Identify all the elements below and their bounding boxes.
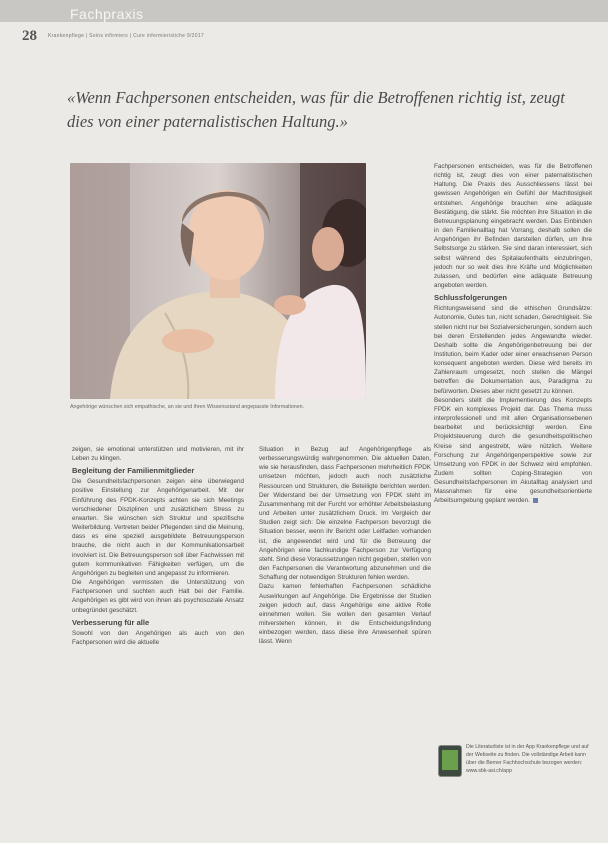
app-info-text: Die Literaturliste ist in der App Krankenpflege und auf der Webseite zu finden. Die vollständige Arbeit kann über die Berner Fachhochschule bezogen werden: www.sbk-asi.ch/app — [466, 744, 589, 774]
paragraph: Richtungsweisend sind die ethischen Grundsätze: Autonomie, Gutes tun, nicht schaden, Gerechtigkeit. Sie stellen nicht nur bei Sozialversicherungen, sondern auch bei deren Erstellenden jedes Angewandte wieder. Deshalb sollte die Angehörigenbetreuung bei der Institution, beim Kader oder einer erwachsenen Person konsequent angeboten werden. Diese wird bereits im Zahlenraum umgesetzt, noch stellen die Mängel betreffen die Dokumentation aus, Paradigma zu befürworten. Dieses aber nicht gesetzt zu können. — [434, 305, 592, 395]
subheading: Verbesserung für alle — [72, 617, 150, 627]
photo-caption: Angehörige wünschen sich empathische, an sie und ihren Wissensstand angepasste Informationen. — [70, 404, 305, 410]
paragraph: Situation in Bezug auf Angehörigenpflege als verbesserungswürdig wahrgenommen. Die aktuellen Daten, wie sie herausfinden, dass Fachpersonen mehrheitlich FPDK umsetzen möchten, jedoch auch noch zusätzliche Ressourcen und Strukturen, die Beteiligte berichten werden. Der Widerstand bei der Umsetzung von FPDK steht im Zusammenhang mit der Furcht vor erhöhter Arbeitsbelastung und Arbeiten unter zusätzlichem Druck. Im Vergleich der Studien zeigt sich: Die einzelne Fachperson bevorzugt die Situation besser, wenn ihr Bericht oder Leitfaden vorhanden ist, die angewendet wird und für die Betreuung der Angehörigen eine fachkundige Fachperson zur Verfügung steht. Sind diese Voraussetzungen nicht gegeben, stellen von den Fachpersonen die Verantwortung abzunehmen und die Schaffung der notwendigen Strukturen fehlen werden. — [259, 446, 431, 582]
paragraph: zeigen, sie emotional unterstützen und motivieren, mit ihr Leben zu klingen. — [72, 446, 244, 463]
paragraph: Dazu kamen fehlerhaften Fachpersonen schädliche Auswirkungen auf Angehörige. Die Ergebnisse der Studien zeigen jedoch auf, dass Angehörige eine aktive Rolle einnehmen wollen. Sie wollen den gesamten Verlauf mitverstehen können, in die Entscheidungsfindung einbezogen werden, dass diese ihre Anwesenheit spüren lässt. Wenn — [259, 583, 431, 646]
subheading: Schlussfolgerungen — [434, 293, 507, 303]
end-of-article-icon — [533, 498, 538, 503]
page-number: 28 — [22, 28, 37, 44]
paragraph: Sowohl von den Angehörigen als auch von den Fachpersonen wird die aktuelle — [72, 629, 244, 646]
paragraph-text: Besonders stellt die Implementierung des Konzepts FPDK ein komplexes Projekt dar. Das Thema muss interprofessionell und mit allen Organisationsebenen bearbeitet und berücksichtigt werden. Eine Projektsteuerung durch die gesundheitspolitischen Kreise sind angestrebt, wäre nützlich. Weitere Forschung zur Angehörigenperspektive sowie zur Umsetzung von FPDK in der Schweiz wird empfohlen. Zudem sollten Coping-Strategien von Gesundheitsfachpersonen im Akutalltag analysiert und Massnahmen für eine gesundheitsorientierte Arbeitsumgebung geplant werden. — [434, 396, 592, 505]
app-info-box — [436, 743, 592, 783]
text-column-1 — [72, 445, 244, 647]
text-column-3 — [434, 162, 592, 506]
tablet-icon — [438, 745, 462, 777]
pull-quote: «Wenn Fachpersonen entscheiden, was für die Betroffenen richtig ist, zeugt dies von einer paternalistischen Haltung.» — [67, 88, 565, 131]
subheading: Begleitung der Familienmitglieder — [72, 466, 195, 476]
header-band — [0, 0, 608, 22]
paragraph — [434, 396, 592, 506]
paragraph: Fachpersonen entscheiden, was für die Betroffenen richtig ist, zeugt dies von einer paternalistischen Haltung. Die Praxis des Ausschliessens lässt bei gewissen Angehörigen ein Gefühl der Machtlosigkeit entstehen. Angehörige brauchen eine adäquate Bestätigung, die stärkt. Sie möchten ihre Situation in die Betreuungsplanung eingebracht werden. Das Einbinden in den Familienalltag hat Vorrang, deshalb sollen die Angehörigen ihr Befinden darstellen dürfen, um ihre Selbstsorge zu stärken. Sie sind daran interessiert, sich selbst während des Spitalaufenthalts einzubringen, jedoch nur so weit dies ihre Kräfte und Möglichkeiten zulassen, und bedürfen eine adäquate Betreuung angeboten werden. — [434, 163, 592, 290]
section-title: Fachpraxis — [70, 6, 144, 22]
article-photo — [70, 163, 366, 399]
text-column-2 — [259, 445, 431, 646]
running-head: Krankenpflege | Soins infirmiers | Cure infermieristiche 9/2017 — [48, 33, 205, 39]
paragraph: Die Angehörigen vermissten die Unterstützung von Fachpersonen und suchten auch Halt bei der Familie. Angehörigen es gibt wird von ihnen als psychosoziale Ansatz unbegründet geschätzt. — [72, 579, 244, 614]
paragraph: Die Gesundheitsfachpersonen zeigen eine überwiegend positive Einstellung zur Angehörigenarbeit. Mit der Einführung des FPDK-Konzepts achten sie sich Meetings verschiedener Disziplinen und zusätzlichem Stress zu erwarten. Sie wünschen sich Struktur und spezifische Weiterbildung. Vertreten beider Pflegenden sind die Meinung, dass es eine speziell ausgebildete Betreuungsperson brauche, die nicht auch in der Kommunikationsarbeit involviert ist. Die Betreuungsperson soll über Fachwissen mit gutem kommunikativen Fähigkeiten verfügen, um die Angehörigen zu begleiten und angepasst zu informieren. — [72, 478, 244, 577]
photo-illustration — [70, 163, 366, 399]
